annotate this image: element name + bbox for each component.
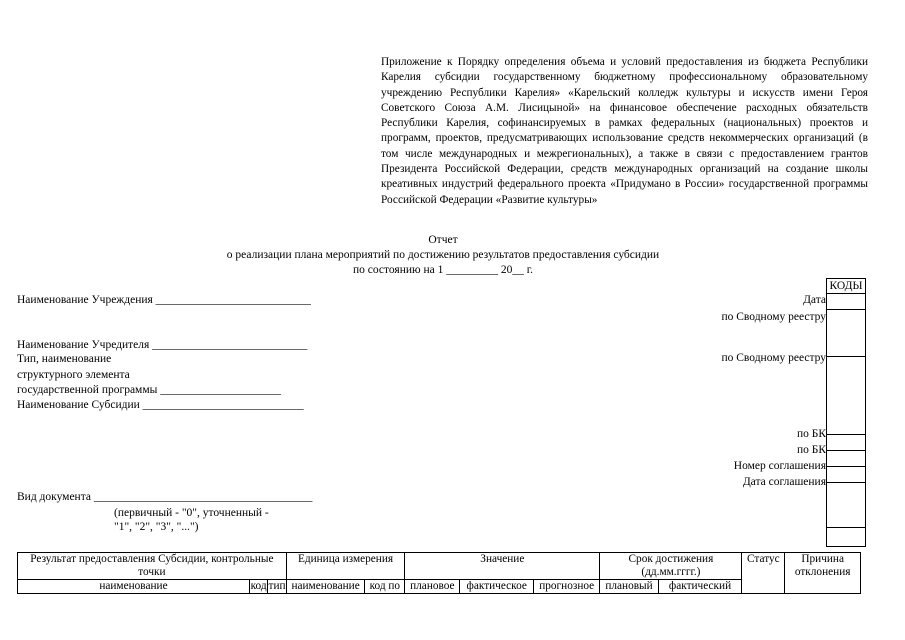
codes-column [826,278,866,547]
subheader-unit-name: наименование [286,580,365,594]
field-subsidy: Наименование Субсидии ____________________________ [17,399,304,411]
subheader-deadline-actual: фактический [658,580,742,594]
field-type-line-3: государственной программы _____________________ [17,384,281,396]
results-table [17,552,861,594]
label-registry-2: по Сводному реестру [721,352,826,364]
header-result: Результат предоставления Субсидии, контрольные точки [18,553,287,580]
subheader-code: код [250,580,267,592]
header-unit: Единица измерения [286,553,405,580]
report-date-line: по состоянию на 1 _________ 20__ г. [352,264,534,276]
subheader-deadline-planned: плановый [600,580,658,594]
code-box-registry-1[interactable] [826,310,866,357]
label-agreement-date: Дата соглашения [742,476,826,488]
header-deadline: Срок достижения (дд.мм.гггг.) [600,553,742,580]
field-founder: Наименование Учредителя ___________________________ [17,339,308,351]
code-box-bk-1[interactable] [826,435,866,451]
doc-type-hint-1: (первичный - "0", уточненный - [114,507,269,519]
header-status: Статус [742,553,785,594]
report-title: Отчет [428,234,458,246]
subheader-type: тип [268,580,286,592]
report-subtitle: о реализации плана мероприятий по достижению результатов предоставления субсидии [226,249,660,261]
header-reason: Причина отклонения [785,553,861,594]
code-box-agreement-number[interactable] [826,467,866,483]
code-box-registry-2[interactable] [826,357,866,435]
code-box-agreement-date[interactable] [826,483,866,528]
subheader-okei-code: код по [365,580,405,594]
label-agreement-number: Номер соглашения [733,460,826,472]
label-bk-1: по БК [796,428,826,440]
codes-header: КОДЫ [826,278,866,294]
field-type-line-1: Тип, наименование [17,353,112,365]
field-doc-type: Вид документа ______________________________________ [17,491,313,503]
label-registry-1: по Сводному реестру [721,311,826,323]
subheader-forecast: прогнозное [534,580,600,594]
code-box-date[interactable] [826,294,866,310]
subheader-actual: фактическое [460,580,534,594]
label-date: Дата [803,294,826,306]
header-value: Значение [405,553,600,580]
doc-type-hint-2: "1", "2", "3", "...") [114,521,199,533]
code-box-bk-2[interactable] [826,451,866,467]
label-bk-2: по БК [796,444,826,456]
code-box-doc-type[interactable] [826,528,866,547]
field-type-line-2: структурного элемента [17,369,130,381]
field-institution: Наименование Учреждения ___________________________ [17,294,311,306]
subheader-planned: плановое [405,580,460,594]
subheader-name: наименование [18,580,250,594]
appendix-text: Приложение к Порядку определения объема и условий предоставления из бюджета Республики Карелия субсидии государственному бюджетному профессиональному образовательному учреждению Республики Карелия» «Карельский колледж культуры и искусств имени Героя Советского Союза А.М. Лисицыной» на финансовое обеспечение расходных обязательств Республики Карелия, софинансируемых в рамках федеральных (национальных) проектов и программ, проектов, предусматривающих использование средств некоммерческих организаций (в том числе международных и межрегиональных), а также в связи с предоставлением грантов Президента Российской Федерации, средств международных организаций на создание школы креативных индустрий федерального проекта «Придумано в России» государственной программы Российской Федерации «Развитие культуры» [381,56,868,206]
